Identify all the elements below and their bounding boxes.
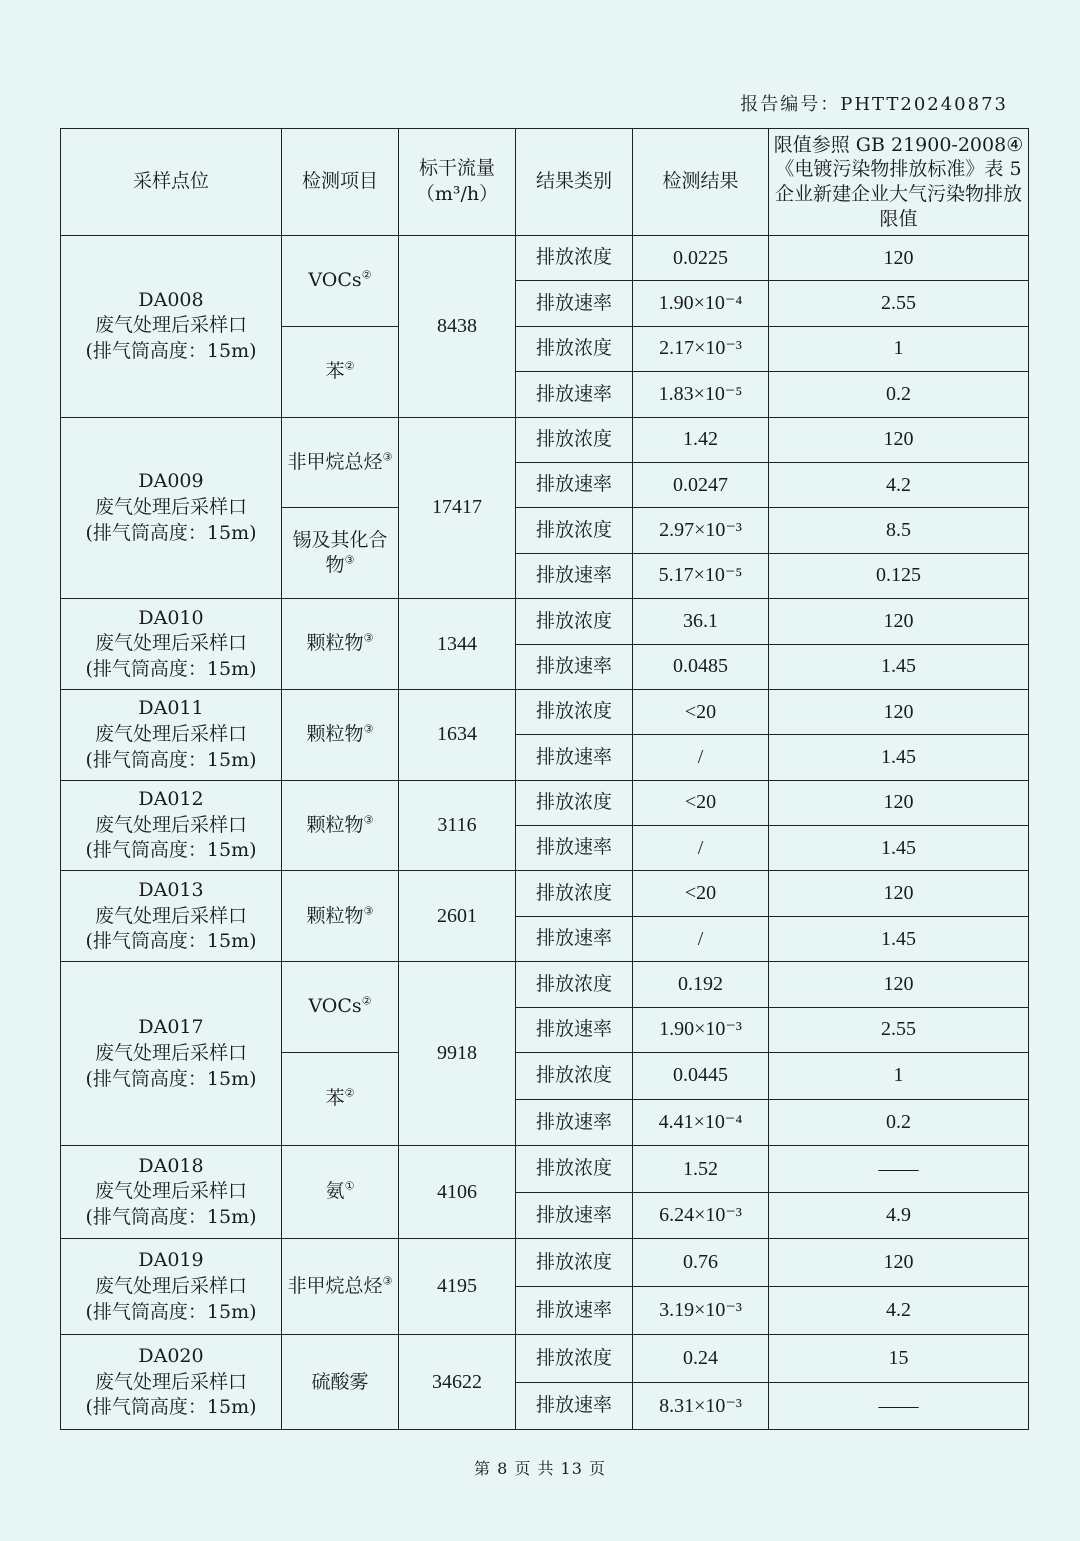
result-cell: <20: [633, 871, 769, 916]
sampling-point-id: DA013: [138, 878, 204, 901]
sampling-point-id: DA010: [138, 606, 204, 629]
footnote-mark: ②: [361, 994, 372, 1008]
header-flow: [399, 129, 516, 236]
limit-cell: 120: [769, 417, 1029, 462]
limit-cell: ——: [769, 1146, 1029, 1193]
header-limit: 限值参照 GB 21900-2008④《电镀污染物排放标准》表 5 企业新建企业大气污染物排放限值: [769, 129, 1029, 236]
footnote-mark: ①: [344, 1180, 355, 1194]
footnote-mark: ②: [344, 1086, 355, 1100]
limit-cell: 0.125: [769, 553, 1029, 598]
test-item-name: VOCs: [308, 995, 362, 1018]
report-number: 报告编号：PHTT20240873: [740, 94, 1008, 115]
result-cell: 36.1: [633, 599, 769, 644]
sampling-point-desc: 废气处理后采样口: [94, 1275, 247, 1298]
flow-cell: 9918: [399, 962, 516, 1146]
test-item-cell: [282, 962, 399, 1053]
limit-cell: 1.45: [769, 735, 1029, 780]
sampling-point-desc: 废气处理后采样口: [94, 632, 247, 655]
result-cell: /: [633, 916, 769, 961]
result-type-cell: 排放浓度: [516, 780, 633, 825]
limit-cell: 120: [769, 236, 1029, 281]
test-item-name: 氨: [325, 1180, 345, 1203]
footnote-mark: ③: [363, 904, 374, 918]
result-cell: 1.90×10⁻⁴: [633, 281, 769, 326]
emission-table: [60, 128, 1029, 1430]
flow-cell: 4106: [399, 1146, 516, 1239]
sampling-point-id: DA009: [138, 470, 204, 493]
sampling-point-id: DA011: [138, 697, 204, 720]
result-type-cell: 排放浓度: [516, 689, 633, 734]
result-type-cell: 排放浓度: [516, 871, 633, 916]
limit-cell: 4.2: [769, 1287, 1029, 1335]
test-item-cell: [282, 417, 399, 508]
result-type-cell: 排放浓度: [516, 417, 633, 462]
sampling-point-height: (排气筒高度：15m): [85, 748, 257, 771]
limit-cell: 0.2: [769, 1099, 1029, 1146]
footnote-mark: ③: [382, 1274, 393, 1288]
sampling-point-cell: [61, 599, 282, 690]
result-cell: 3.19×10⁻³: [633, 1287, 769, 1335]
page-footer: 第 8 页 共 13 页: [474, 1459, 606, 1478]
sampling-point-cell: [61, 236, 282, 418]
sampling-point-desc: 废气处理后采样口: [94, 813, 247, 836]
result-cell: 5.17×10⁻⁵: [633, 553, 769, 598]
limit-cell: 120: [769, 871, 1029, 916]
result-cell: 1.90×10⁻³: [633, 1007, 769, 1052]
test-item-name: 非甲烷总烃: [287, 450, 383, 473]
test-item-cell: [282, 1146, 399, 1239]
sampling-point-height: (排气筒高度：15m): [85, 657, 257, 680]
test-item-name: 颗粒物: [306, 904, 364, 927]
header-flow-line1: 标干流量: [418, 157, 495, 180]
table-row: [61, 1335, 1029, 1383]
sampling-point-cell: [61, 689, 282, 780]
sampling-point-height: (排气筒高度：15m): [85, 1300, 257, 1323]
footnote-mark: ③: [344, 553, 355, 567]
footnote-mark: ②: [361, 268, 372, 282]
result-type-cell: 排放浓度: [516, 962, 633, 1007]
result-cell: 0.0225: [633, 236, 769, 281]
sampling-point-cell: [61, 780, 282, 871]
sampling-point-desc: 废气处理后采样口: [94, 1041, 247, 1064]
limit-cell: 1.45: [769, 916, 1029, 961]
result-type-cell: 排放浓度: [516, 1239, 633, 1287]
sampling-point-cell: [61, 1146, 282, 1239]
sampling-point-cell: [61, 417, 282, 599]
flow-cell: 1634: [399, 689, 516, 780]
test-item-cell: [282, 1053, 399, 1146]
limit-cell: 0.2: [769, 372, 1029, 417]
limit-cell: 120: [769, 780, 1029, 825]
test-item-cell: [282, 1239, 399, 1335]
result-type-cell: 排放浓度: [516, 1335, 633, 1383]
sampling-point-id: DA018: [138, 1154, 204, 1177]
result-type-cell: 排放速率: [516, 1192, 633, 1239]
sampling-point-id: DA017: [138, 1016, 204, 1039]
result-type-cell: 排放浓度: [516, 236, 633, 281]
sampling-point-cell: [61, 1239, 282, 1335]
test-item-name: 颗粒物: [306, 722, 364, 745]
header-result-type: 结果类别: [516, 129, 633, 236]
test-item-name: 颗粒物: [306, 813, 364, 836]
sampling-point-height: (排气筒高度：15m): [85, 1206, 257, 1229]
result-type-cell: 排放速率: [516, 1007, 633, 1052]
result-cell: 0.192: [633, 962, 769, 1007]
sampling-point-height: (排气筒高度：15m): [85, 930, 257, 953]
sampling-point-cell: [61, 871, 282, 962]
result-cell: <20: [633, 689, 769, 734]
test-item-cell: [282, 1335, 399, 1430]
result-type-cell: 排放浓度: [516, 326, 633, 371]
limit-cell: 8.5: [769, 508, 1029, 553]
flow-cell: 3116: [399, 780, 516, 871]
result-type-cell: 排放速率: [516, 916, 633, 961]
header-result: 检测结果: [633, 129, 769, 236]
test-item-name: 硫酸雾: [311, 1370, 369, 1393]
header-item: 检测项目: [282, 129, 399, 236]
flow-cell: 34622: [399, 1335, 516, 1430]
limit-cell: 1.45: [769, 826, 1029, 871]
flow-cell: 8438: [399, 236, 516, 418]
result-cell: /: [633, 735, 769, 780]
result-cell: 0.24: [633, 1335, 769, 1383]
result-type-cell: 排放浓度: [516, 508, 633, 553]
result-type-cell: 排放速率: [516, 372, 633, 417]
result-cell: <20: [633, 780, 769, 825]
table-row: [61, 689, 1029, 734]
footnote-mark: ②: [344, 359, 355, 373]
result-cell: /: [633, 826, 769, 871]
test-item-cell: [282, 689, 399, 780]
sampling-point-height: (排气筒高度：15m): [85, 521, 257, 544]
table-row: [61, 1146, 1029, 1193]
limit-cell: 2.55: [769, 281, 1029, 326]
limit-cell: 4.9: [769, 1192, 1029, 1239]
limit-cell: 15: [769, 1335, 1029, 1383]
limit-cell: 4.2: [769, 462, 1029, 507]
sampling-point-height: (排气筒高度：15m): [85, 839, 257, 862]
sampling-point-id: DA008: [138, 288, 204, 311]
result-cell: 1.52: [633, 1146, 769, 1193]
limit-cell: 2.55: [769, 1007, 1029, 1052]
sampling-point-desc: 废气处理后采样口: [94, 314, 247, 337]
test-item-name: 非甲烷总烃: [287, 1275, 383, 1298]
result-type-cell: 排放速率: [516, 462, 633, 507]
header-point: 采样点位: [61, 129, 282, 236]
result-cell: 2.17×10⁻³: [633, 326, 769, 371]
sampling-point-id: DA020: [138, 1344, 204, 1367]
result-cell: 2.97×10⁻³: [633, 508, 769, 553]
sampling-point-id: DA012: [138, 788, 204, 811]
result-cell: 0.0445: [633, 1053, 769, 1100]
result-type-cell: 排放速率: [516, 1099, 633, 1146]
sampling-point-cell: [61, 962, 282, 1146]
footnote-mark: ③: [363, 722, 374, 736]
header-row: [61, 129, 1029, 236]
footnote-mark: ③: [382, 450, 393, 464]
table-row: [61, 236, 1029, 281]
limit-cell: 120: [769, 599, 1029, 644]
limit-cell: 120: [769, 1239, 1029, 1287]
test-item-name: 颗粒物: [306, 632, 364, 655]
sampling-point-desc: 废气处理后采样口: [94, 904, 247, 927]
test-item-cell: [282, 780, 399, 871]
result-type-cell: 排放浓度: [516, 1053, 633, 1100]
limit-cell: 1: [769, 326, 1029, 371]
result-type-cell: 排放速率: [516, 281, 633, 326]
footnote-mark: ③: [363, 813, 374, 827]
result-type-cell: 排放速率: [516, 553, 633, 598]
test-item-cell: [282, 599, 399, 690]
result-cell: 6.24×10⁻³: [633, 1192, 769, 1239]
result-cell: 1.42: [633, 417, 769, 462]
flow-cell: 4195: [399, 1239, 516, 1335]
result-type-cell: 排放速率: [516, 1382, 633, 1430]
table-body: [61, 236, 1029, 1430]
table-row: [61, 871, 1029, 916]
test-item-name: 苯: [325, 1087, 345, 1110]
limit-cell: 1.45: [769, 644, 1029, 689]
sampling-point-desc: 废气处理后采样口: [94, 1180, 247, 1203]
sampling-point-cell: [61, 1335, 282, 1430]
table-row: [61, 1239, 1029, 1287]
result-type-cell: 排放速率: [516, 826, 633, 871]
limit-cell: 120: [769, 689, 1029, 734]
test-item-cell: [282, 871, 399, 962]
sampling-point-height: (排气筒高度：15m): [85, 1067, 257, 1090]
result-type-cell: 排放速率: [516, 644, 633, 689]
footnote-mark: ③: [363, 631, 374, 645]
test-item-name: 苯: [325, 359, 345, 382]
limit-cell: 1: [769, 1053, 1029, 1100]
sampling-point-height: (排气筒高度：15m): [85, 340, 257, 363]
flow-cell: 2601: [399, 871, 516, 962]
result-type-cell: 排放浓度: [516, 599, 633, 644]
flow-cell: 17417: [399, 417, 516, 599]
result-type-cell: 排放速率: [516, 1287, 633, 1335]
test-item-name: 锡及其化合物: [292, 528, 388, 577]
sampling-point-desc: 废气处理后采样口: [94, 722, 247, 745]
table-row: [61, 599, 1029, 644]
limit-cell: 120: [769, 962, 1029, 1007]
table-row: [61, 780, 1029, 825]
table-row: [61, 417, 1029, 462]
test-item-cell: [282, 326, 399, 417]
sampling-point-height: (排气筒高度：15m): [85, 1396, 257, 1419]
result-cell: 0.76: [633, 1239, 769, 1287]
test-item-cell: [282, 236, 399, 327]
test-item-cell: [282, 508, 399, 599]
result-cell: 0.0247: [633, 462, 769, 507]
table-row: [61, 962, 1029, 1007]
limit-cell: ——: [769, 1382, 1029, 1430]
result-cell: 0.0485: [633, 644, 769, 689]
result-type-cell: 排放速率: [516, 735, 633, 780]
sampling-point-desc: 废气处理后采样口: [94, 496, 247, 519]
sampling-point-desc: 废气处理后采样口: [94, 1370, 247, 1393]
result-type-cell: 排放浓度: [516, 1146, 633, 1193]
result-cell: 8.31×10⁻³: [633, 1382, 769, 1430]
sampling-point-id: DA019: [138, 1249, 204, 1272]
test-item-name: VOCs: [308, 269, 362, 292]
result-cell: 4.41×10⁻⁴: [633, 1099, 769, 1146]
result-cell: 1.83×10⁻⁵: [633, 372, 769, 417]
flow-cell: 1344: [399, 599, 516, 690]
header-flow-line2: （m³/h）: [415, 183, 499, 205]
